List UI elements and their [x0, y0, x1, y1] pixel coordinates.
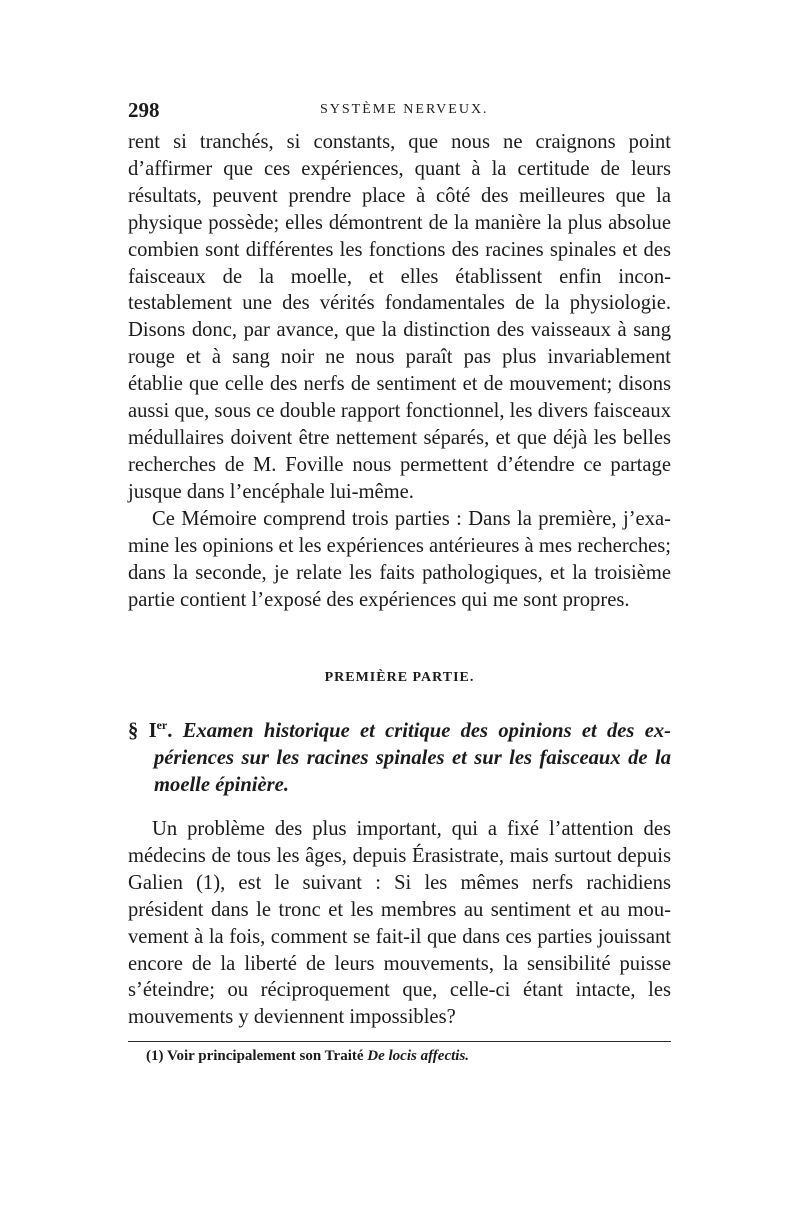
section-number-suffix: er [156, 718, 168, 732]
paragraph-problem: Un problème des plus important, qui a fixé l’attention des médecins de tous les âges, depuis Érasistrate, mais surtout depuis Galien (1), est le suivant : Si les mêmes nerfs rachidiens président dans le tronc et les membres au sentiment et au mouvement à la fois, comment se fait-il que dans ces parties jouissant encore de la liberté de leurs mouvements, la sensibilité puisse s’éteindre; ou réciproquement que, celle-ci étant intacte, les mouvements y deviennent impossibles? [128, 818, 671, 1029]
footnote-text: Voir principalement son Traité [166, 1048, 364, 1064]
section-mark: § [128, 719, 139, 742]
part-heading: PREMIÈRE PARTIE. [324, 670, 475, 685]
page-header [128, 98, 668, 128]
footnote-divider [128, 1041, 671, 1042]
section-number-value: I [148, 719, 157, 742]
paragraph-memoir-outline: Ce Mémoire comprend trois parties : Dans la première, j’examine les opinions et les expériences antérieures à mes recherches; dans la seconde, je relate les faits pathologiques, et la troisième partie contient l’exposé des expériences qui me sont propres. [128, 508, 671, 611]
page-number: 298 [128, 98, 160, 122]
section-title: Examen historique et critique des opinions et des expériences sur les racines spinales et sur les faisceaux de la moelle épinière. [154, 719, 672, 796]
footnote-marker: (1) [146, 1048, 164, 1064]
section-number: Ier. [148, 718, 173, 742]
section-heading [128, 712, 671, 799]
paragraph-continuation: rent si tranchés, si constants, que nous ne craignons point d’affirmer que ces expériences, quant à la certitude de leurs résultats, peuvent prendre place à côté des meilleures que la physique possède; elles démontrent de la manière la plus absolue combien sont différentes les fonctions des racines spinales et des faisceaux de la moelle, et elles établissent enfin incontestablement une des vérités fondamentales de la physiologie. Disons donc, par avance, que la distinction des vaisseaux à sang rouge et à sang noir ne nous paraît pas plus invariablement établie que celle des nerfs de sentiment et de mouvement; disons aussi que, sous ce double rapport fonctionnel, les divers faisceaux médullaires doivent être nettement séparés, et que déjà les belles recherches de M. Foville nous permettent d’étendre ce partage jusque dans l’encéphale lui-même. [128, 131, 671, 503]
footnote [146, 1046, 671, 1066]
footnote-work-title: De locis affectis. [367, 1048, 470, 1064]
running-title: SYSTÈME NERVEUX. [320, 102, 489, 117]
